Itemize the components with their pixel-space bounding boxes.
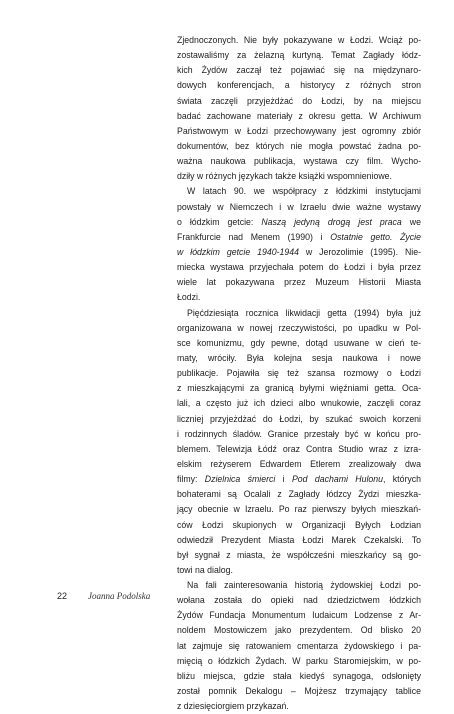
text-run: Łodzi.: [177, 292, 201, 303]
italic-title: Naszą jedyną drogą jest praca: [261, 216, 402, 227]
text-run: bliżu miejsca, gdzie stała kiedyś synagoga, odsłonięty: [177, 670, 421, 681]
text-line: [177, 366, 421, 381]
text-run: został pomnik Dekalogu – Mojżesz trzymający tablice: [177, 686, 421, 697]
text-line: [177, 623, 421, 638]
text-run: noldem Mostowiczem jako prezydentem. Od blisko 20: [177, 625, 421, 636]
text-line: [177, 154, 421, 169]
text-line: [177, 396, 421, 411]
text-run: zostawaliśmy za żelazną kurtyną. Temat Zagłady łódz-: [177, 50, 421, 61]
text-run: dowych konferencjach, a historycy z różnych stron: [177, 80, 421, 91]
text-line: [177, 457, 421, 472]
text-run: elskim reżyserem Edwardem Etlerem zrealizowały dwa: [177, 458, 421, 469]
text-line: [177, 442, 421, 457]
text-run: sce komunizmu, gdy pewne, dotąd usuwane w cień te-: [177, 337, 421, 348]
text-line: [177, 502, 421, 517]
text-line: [177, 215, 421, 230]
paragraph: [177, 306, 421, 579]
text-line: [177, 669, 421, 684]
text-run: publikacje. Pojawiła się też szansa rozmowy o Łodzi: [177, 368, 421, 379]
text-run: powstały w Niemczech i w Izraelu dwie ważne wystawy: [177, 201, 421, 212]
text-line: [177, 124, 421, 139]
text-run: bohaterami są Ocalali z Zagłady łódzcy Żydzi mieszka-: [177, 489, 421, 500]
text-run: ców Łodzi skupionych w Organizacji Byłych Łodzian: [177, 519, 421, 530]
text-line: [177, 639, 421, 654]
text-run: o łódzkim getcie:: [177, 216, 262, 227]
text-run: Na fali zainteresowania historią żydowskiej Łodzi po-: [187, 580, 421, 591]
text-line: [177, 321, 421, 336]
text-run: i rodzinnych śladów. Granice przestały być w końcu pro-: [177, 428, 421, 439]
text-run: Pięćdziesiąta rocznica likwidacji getta (1994) była już: [187, 307, 421, 318]
text-run: Frankfurcie nad Menem (1990) i: [177, 231, 331, 242]
text-run: wiele lat pokazywana przez Muzeum Historii Miasta: [177, 277, 421, 288]
text-line: [177, 654, 421, 669]
text-run: dziły w różnych językach także książki wspomnieniowe.: [177, 171, 392, 182]
text-run: w Jerozolimie (1995). Nie-: [298, 246, 421, 257]
text-line: [177, 275, 421, 290]
italic-title: Dzielnica śmierci: [204, 474, 276, 485]
text-line: [177, 200, 421, 215]
text-run: był sygnał z miasta, że współcześni mieszkańcy są go-: [177, 549, 421, 560]
text-run: organizowana w nowej rzeczywistości, po upadku w Pol-: [177, 322, 421, 333]
text-run: dokumentów, bez których nie mogła powstać żadna po-: [177, 140, 421, 151]
text-run: wołana została do opieki nad dziedzictwem łódzkich: [177, 595, 421, 606]
text-run: towi na dialog.: [177, 564, 233, 575]
text-run: i: [275, 474, 292, 485]
text-line: [177, 351, 421, 366]
text-run: odwiedził Prezydent Miasta Łodzi Marek Czekalski. To: [177, 534, 421, 545]
text-run: ważna naukowa publikacja, wystawa czy film. Wycho-: [177, 156, 421, 167]
text-run: Żydów Fundacja Monumentum Iudaicum Lodzense z Ar-: [177, 610, 421, 621]
text-line: [177, 593, 421, 608]
text-line: [177, 109, 421, 124]
text-line: [177, 699, 421, 714]
text-run: maty, wróciły. Była kolejna sesja naukowa i nowe: [177, 352, 421, 363]
text-line: [177, 169, 421, 184]
text-run: kich Żydów zaczął też pojawiać się na międzynaro-: [177, 65, 421, 76]
text-line: [177, 260, 421, 275]
text-line: [177, 33, 421, 48]
text-line: [177, 608, 421, 623]
text-line: [177, 94, 421, 109]
text-run: W latach 90. we współpracy z łódzkimi instytucjami: [187, 186, 421, 197]
paragraph: [177, 578, 421, 714]
text-run: Zjednoczonych. Nie były pokazywane w Łodzi. Wciąż po-: [177, 35, 421, 45]
text-run: liczniej przyjeżdżać do Łodzi, by szukać swoich korzeni: [177, 413, 421, 424]
paragraph: [177, 33, 421, 184]
text-line: [177, 684, 421, 699]
text-run: we: [401, 216, 421, 227]
text-line: [177, 306, 421, 321]
paragraph: [177, 184, 421, 305]
text-line: [177, 548, 421, 563]
text-line: [177, 381, 421, 396]
text-run: miecka wystawa przyjechała potem do Łodzi i była przez: [177, 262, 421, 273]
text-line: [177, 245, 421, 260]
text-run: z mieszkającymi za granicą byłymi więźniami getta. Oca-: [177, 383, 421, 394]
page-number: 22: [57, 591, 68, 601]
text-line: [177, 518, 421, 533]
text-run: filmy:: [177, 474, 205, 485]
text-line: [177, 533, 421, 548]
text-line: [177, 487, 421, 502]
text-run: blemem. Telewizja Łódź oraz Contra Studio wraz z izra-: [177, 443, 421, 454]
text-line: [177, 139, 421, 154]
text-run: Państwowym w Łodzi przechowywany jest ogromny zbiór: [177, 125, 421, 136]
text-line: [177, 336, 421, 351]
text-line: [177, 48, 421, 63]
text-run: świata zaczęli przyjeżdżać do Łodzi, by na miejscu: [177, 95, 421, 106]
text-line: [177, 63, 421, 78]
text-run: mięcią o łódzkich Żydach. W parku Staromiejskim, w po-: [177, 655, 421, 666]
text-run: lali, a często już ich dzieci albo wnukowie, zaczęli coraz: [177, 398, 421, 409]
running-footer-author: Joanna Podolska: [88, 591, 151, 601]
text-line: [177, 563, 421, 578]
text-run: badać zachowane materiały z okresu getta. W Archiwum: [177, 110, 421, 121]
text-line: [177, 472, 421, 487]
text-line: [177, 412, 421, 427]
italic-title: Pod dachami Hulonu: [291, 474, 384, 485]
text-run: lat zajmuje się ratowaniem cmentarza żydowskiego i pa-: [177, 640, 421, 651]
text-run: , których: [383, 474, 422, 485]
text-line: [177, 78, 421, 93]
text-run: jący obecnie w Izraelu. Po raz pierwszy byłych mieszkań-: [177, 504, 421, 515]
text-line: [177, 427, 421, 442]
italic-title: Ostatnie getto. Życie: [330, 231, 421, 242]
text-run: z dziesięciorgiem przykazań.: [177, 701, 289, 712]
body-text: [177, 33, 421, 714]
text-line: [177, 230, 421, 245]
text-line: [177, 290, 421, 305]
text-line: [177, 578, 421, 593]
text-line: [177, 184, 421, 199]
italic-title: w łódzkim getcie 1940-1944: [177, 246, 299, 257]
